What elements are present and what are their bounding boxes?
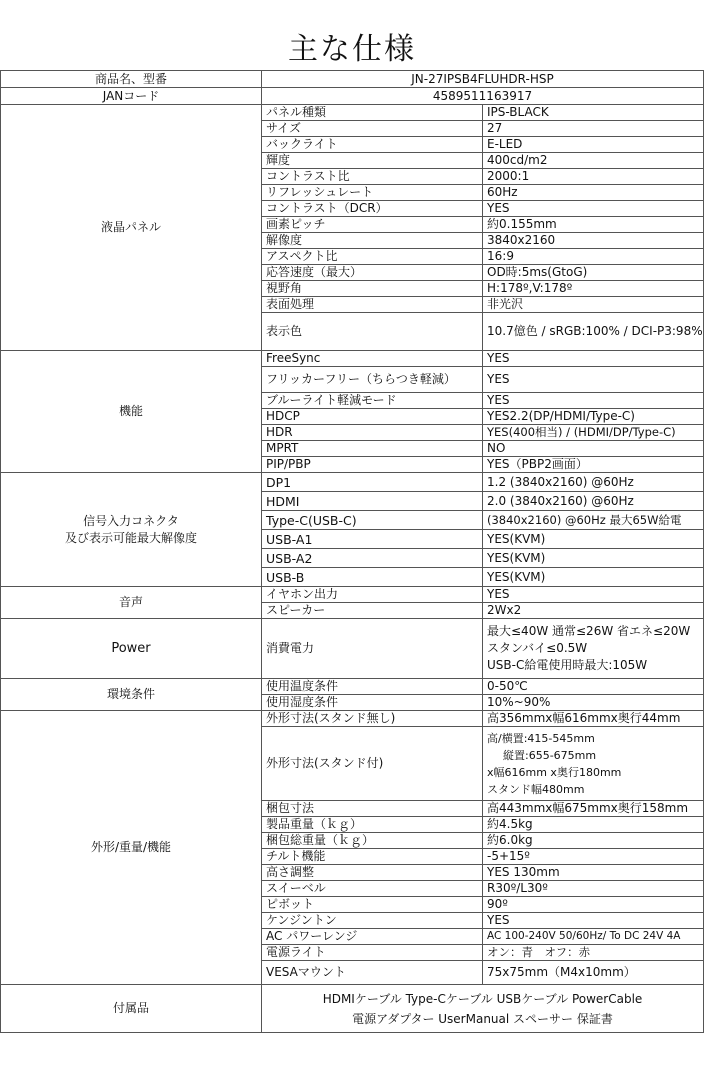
jan-code-value: 4589511163917 xyxy=(262,88,704,105)
spec-table xyxy=(0,70,704,1033)
value-line: スタンバイ≤0.5W xyxy=(487,641,588,655)
spec-value: IPS-BLACK xyxy=(483,105,704,121)
spec-value: YES(KVM) xyxy=(483,530,704,549)
spec-value: 75x75mm（M4x10mm） xyxy=(483,961,704,985)
spec-item: サイズ xyxy=(262,121,483,137)
spec-item: 使用温度条件 xyxy=(262,679,483,695)
spec-value: 90º xyxy=(483,897,704,913)
spec-value: NO xyxy=(483,441,704,457)
spec-item: 画素ピッチ xyxy=(262,217,483,233)
spec-item: 高さ調整 xyxy=(262,865,483,881)
spec-value: H:178º,V:178º xyxy=(483,281,704,297)
spec-item: 外形寸法(スタンド付) xyxy=(262,727,483,801)
page-title: 主な仕様 xyxy=(288,32,416,67)
spec-value: AC 100-240V 50/60Hz/ To DC 24V 4A xyxy=(483,929,704,945)
accessory-line: HDMIケーブル Type-Cケーブル USBケーブル PowerCable xyxy=(322,991,643,1006)
spec-value: -5+15º xyxy=(483,849,704,865)
category-dimensions: 外形/重量/機能 xyxy=(1,711,262,985)
spec-item: USB-A1 xyxy=(262,530,483,549)
spec-value: 10%~90% xyxy=(483,695,704,711)
spec-item: ピボット xyxy=(262,897,483,913)
spec-item: 消費電力 xyxy=(262,619,483,679)
spec-item: 視野角 xyxy=(262,281,483,297)
table-row xyxy=(1,985,704,1033)
spec-value: 2000:1 xyxy=(483,169,704,185)
spec-item: コントラスト（DCR） xyxy=(262,201,483,217)
spec-value: 2.0 (3840x2160) @60Hz xyxy=(483,492,704,511)
spec-value: YES(400相当) / (HDMI/DP/Type-C) xyxy=(483,425,704,441)
accessories-list xyxy=(262,985,704,1033)
spec-value xyxy=(483,619,704,679)
spec-value: 約0.155mm xyxy=(483,217,704,233)
spec-value: 高443mmx幅675mmx奥行158mm xyxy=(483,801,704,817)
spec-value: 2Wx2 xyxy=(483,603,704,619)
spec-item: スイーベル xyxy=(262,881,483,897)
table-row xyxy=(1,105,704,121)
spec-item: 外形寸法(スタンド無し) xyxy=(262,711,483,727)
category-line: 及び表示可能最大解像度 xyxy=(64,530,197,545)
spec-value: E-LED xyxy=(483,137,704,153)
spec-item: スピーカー xyxy=(262,603,483,619)
spec-item: ブルーライト軽減モード xyxy=(262,393,483,409)
value-line: 最大≤40W 通常≤26W 省エネ≤20W xyxy=(487,624,691,638)
spec-value: 16:9 xyxy=(483,249,704,265)
spec-item: USB-A2 xyxy=(262,549,483,568)
category-power: Power xyxy=(1,619,262,679)
spec-value: 1.2 (3840x2160) @60Hz xyxy=(483,473,704,492)
spec-item: HDR xyxy=(262,425,483,441)
table-row xyxy=(1,711,704,727)
spec-value: YES 130mm xyxy=(483,865,704,881)
spec-item: イヤホン出力 xyxy=(262,587,483,603)
product-name-label: 商品名、型番 xyxy=(1,71,262,88)
spec-value: 60Hz xyxy=(483,185,704,201)
spec-item: 応答速度（最大） xyxy=(262,265,483,281)
spec-value: R30º/L30º xyxy=(483,881,704,897)
category-environment: 環境条件 xyxy=(1,679,262,711)
spec-item: MPRT xyxy=(262,441,483,457)
spec-value: 3840x2160 xyxy=(483,233,704,249)
category-features: 機能 xyxy=(1,351,262,473)
table-row xyxy=(1,88,704,105)
spec-value: 0-50℃ xyxy=(483,679,704,695)
spec-value: 10.7億色 / sRGB:100% / DCI-P3:98% xyxy=(483,313,704,351)
spec-value: 高356mmx幅616mmx奥行44mm xyxy=(483,711,704,727)
table-row xyxy=(1,587,704,603)
spec-item: 梱包寸法 xyxy=(262,801,483,817)
table-row xyxy=(1,619,704,679)
spec-value: 400cd/m2 xyxy=(483,153,704,169)
spec-item: 解像度 xyxy=(262,233,483,249)
spec-item: DP1 xyxy=(262,473,483,492)
spec-value: YES xyxy=(483,393,704,409)
category-panel: 液晶パネル xyxy=(1,105,262,351)
spec-value: YES（PBP2画面） xyxy=(483,457,704,473)
spec-item: 表面処理 xyxy=(262,297,483,313)
spec-value xyxy=(483,727,704,801)
spec-item: HDMI xyxy=(262,492,483,511)
spec-item: 使用湿度条件 xyxy=(262,695,483,711)
spec-item: バックライト xyxy=(262,137,483,153)
spec-item: PIP/PBP xyxy=(262,457,483,473)
spec-value: 約6.0kg xyxy=(483,833,704,849)
value-line: 高/横置:415-545mm xyxy=(487,731,595,745)
spec-item: ケンジントン xyxy=(262,913,483,929)
spec-value: YES(KVM) xyxy=(483,549,704,568)
spec-item: FreeSync xyxy=(262,351,483,367)
value-line: 縦置:655-675mm xyxy=(503,748,597,762)
spec-item: USB-B xyxy=(262,568,483,587)
category-audio: 音声 xyxy=(1,587,262,619)
table-row xyxy=(1,351,704,367)
spec-value: オン：青 オフ：赤 xyxy=(483,945,704,961)
value-line: USB-C給電使用時最大:105W xyxy=(487,658,648,672)
spec-value: YES xyxy=(483,587,704,603)
spec-value: OD時:5ms(GtoG) xyxy=(483,265,704,281)
jan-code-label: JANコード xyxy=(1,88,262,105)
spec-item: パネル種類 xyxy=(262,105,483,121)
table-row xyxy=(1,71,704,88)
spec-item: Type-C(USB-C) xyxy=(262,511,483,530)
category-accessories: 付属品 xyxy=(1,985,262,1033)
spec-value: YES xyxy=(483,367,704,393)
spec-item: 梱包総重量（ｋｇ） xyxy=(262,833,483,849)
spec-value: YES xyxy=(483,351,704,367)
spec-value: YES xyxy=(483,201,704,217)
spec-value: YES(KVM) xyxy=(483,568,704,587)
spec-value: 非光沢 xyxy=(483,297,704,313)
spec-value: 27 xyxy=(483,121,704,137)
spec-value: YES2.2(DP/HDMI/Type-C) xyxy=(483,409,704,425)
spec-item: VESAマウント xyxy=(262,961,483,985)
spec-item: 電源ライト xyxy=(262,945,483,961)
spec-item: チルト機能 xyxy=(262,849,483,865)
spec-item: 表示色 xyxy=(262,313,483,351)
category-line: 信号入力コネクタ xyxy=(83,513,179,528)
value-line: x幅616mm x奥行180mm xyxy=(487,765,622,779)
spec-item: アスペクト比 xyxy=(262,249,483,265)
accessory-line: 電源アダプター UserManual スペーサー 保証書 xyxy=(352,1011,613,1026)
spec-item: コントラスト比 xyxy=(262,169,483,185)
value-line: スタンド幅480mm xyxy=(487,782,585,796)
spec-item: AC パワーレンジ xyxy=(262,929,483,945)
spec-item: HDCP xyxy=(262,409,483,425)
spec-value: 約4.5kg xyxy=(483,817,704,833)
product-name-value: JN-27IPSB4FLUHDR-HSP xyxy=(262,71,704,88)
spec-item: フリッカーフリー（ちらつき軽減） xyxy=(262,367,483,393)
spec-item: 製品重量（ｋｇ） xyxy=(262,817,483,833)
category-signal-input xyxy=(1,473,262,587)
spec-value: (3840x2160) @60Hz 最大65W給電 xyxy=(483,511,704,530)
table-row xyxy=(1,473,704,492)
spec-item: 輝度 xyxy=(262,153,483,169)
spec-item: リフレッシュレート xyxy=(262,185,483,201)
spec-value: YES xyxy=(483,913,704,929)
table-row xyxy=(1,679,704,695)
